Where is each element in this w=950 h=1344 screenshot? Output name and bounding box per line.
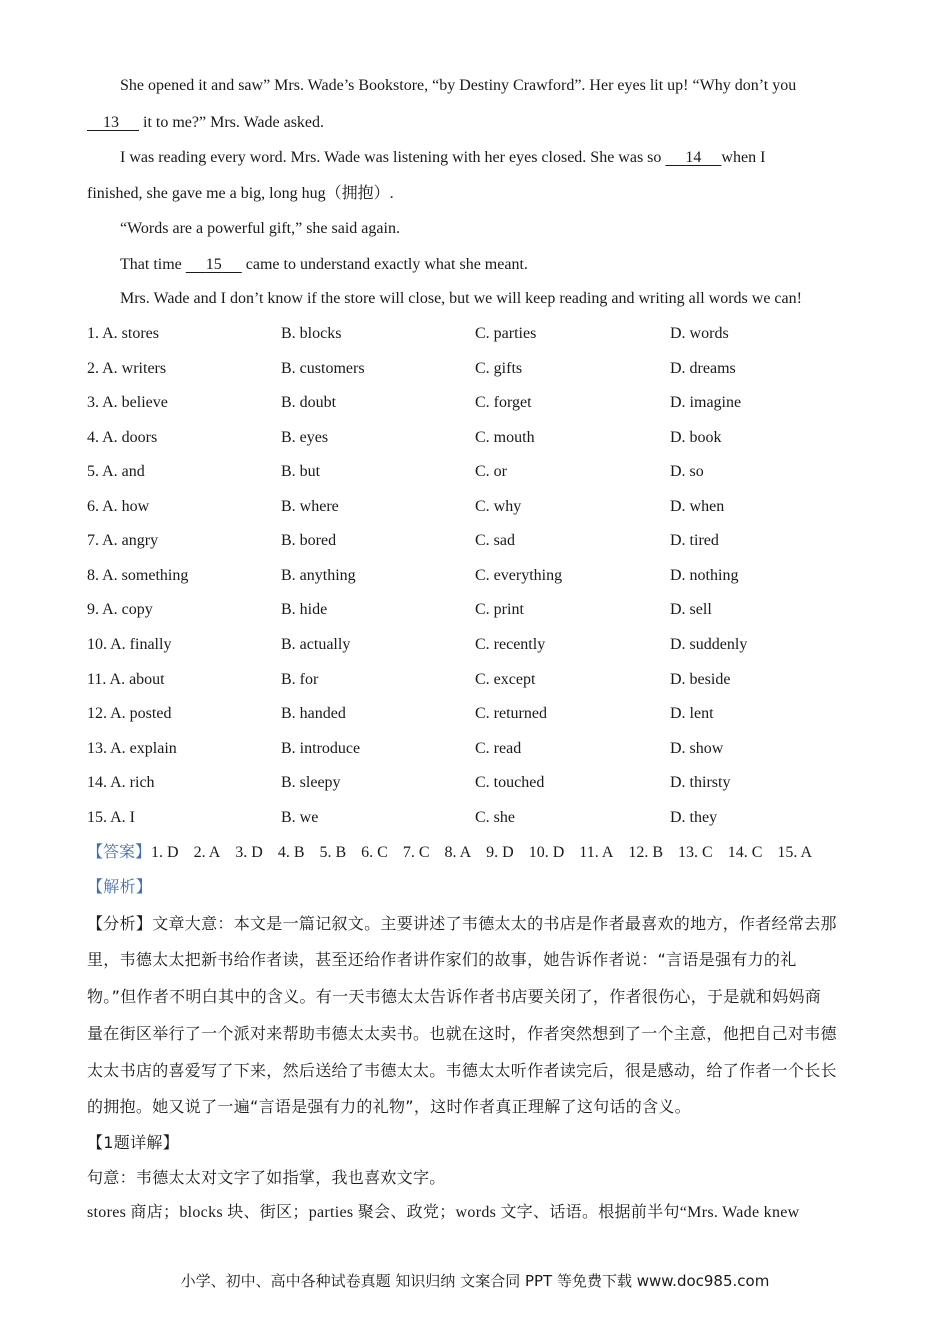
passage-line: That time 15 came to understand exactly what she meant. [120,256,528,273]
blank-14: 14 [685,149,702,166]
option-c: C. why [475,498,522,515]
option-a: 5. A. and [87,463,145,480]
option-a: 9. A. copy [87,601,153,618]
answer-tag: 【答案】 [87,842,152,861]
option-d: D. nothing [670,567,739,584]
question-row [0,359,950,379]
answer-item: 10. D [528,844,565,861]
answer-items [151,844,827,861]
option-a: 2. A. writers [87,360,167,377]
option-d: D. beside [670,671,731,688]
passage-line: 13 it to me?” Mrs. Wade asked. [87,113,324,133]
option-d: D. show [670,740,724,757]
option-b: B. but [281,463,321,480]
option-c: C. forget [475,394,532,411]
option-a: 4. A. doors [87,429,158,446]
analysis-summary-line: 太太书店的喜爱写了下来，然后送给了韦德太太。韦德太太听作者读完后，很是感动，给了作者一个长长 [87,1061,837,1080]
answer-item: 7. C [402,844,430,861]
option-d: D. they [670,809,718,826]
analysis-summary-line: 的拥抱。她又说了一遍“言语是强有力的礼物”，这时作者真正理解了这句话的含义。 [87,1097,691,1116]
option-c: C. touched [475,774,545,791]
passage-line: I was reading every word. Mrs. Wade was listening with her eyes closed. She was so 14 when I [120,149,766,166]
option-c: C. she [475,809,515,826]
option-c: C. print [475,601,524,618]
option-c: C. except [475,671,536,688]
question-row [0,670,950,690]
option-a: 12. A. posted [87,705,172,722]
question-row [0,428,950,448]
answer-item: 2. A [193,844,221,861]
answer-key [87,842,827,863]
option-b: B. customers [281,360,365,377]
answer-item: 9. D [486,844,514,861]
option-b: B. we [281,809,319,826]
option-b: B. anything [281,567,356,584]
option-c: C. mouth [475,429,535,446]
analysis-summary-line: 【分析】文章大意：本文是一篇记叙文。主要讲述了韦德太太的书店是作者最喜欢的地方，作者经常去那 [87,914,837,933]
question-row [0,600,950,620]
option-d: D. so [670,463,704,480]
passage-line: “Words are a powerful gift,” she said again. [120,220,400,237]
answer-item: 5. B [319,844,347,861]
option-c: C. returned [475,705,547,722]
passage-line: finished, she gave me a big, long hug（拥抱）. [87,185,394,202]
option-d: D. words [670,325,729,342]
detail-title: 【1题详解】 [87,1133,179,1152]
question-row [0,739,950,759]
option-c: C. everything [475,567,563,584]
answer-item: 3. D [235,844,263,861]
option-a: 6. A. how [87,498,150,515]
option-c: C. read [475,740,522,757]
option-c: C. parties [475,325,537,342]
analysis-summary-line: 物。”但作者不明白其中的含义。有一天韦德太太告诉作者书店要关闭了，作者很伤心，于是就和妈妈商 [87,987,822,1006]
question-row [0,531,950,551]
option-b: B. where [281,498,339,515]
option-a: 3. A. believe [87,394,168,411]
option-b: B. for [281,671,319,688]
analysis-summary-line: 里，韦德太太把新书给作者读，甚至还给作者讲作家们的故事，她告诉作者说：“言语是强有力的礼 [87,950,797,969]
answer-item: 8. A [444,844,472,861]
answer-item: 12. B [628,844,664,861]
option-d: D. thirsty [670,774,731,791]
option-a: 8. A. something [87,567,189,584]
answer-item: 15. A [777,844,813,861]
option-a: 11. A. about [87,671,165,688]
option-b: B. actually [281,636,351,653]
footer-text: 小学、初中、高中各种试卷真题 知识归纳 文案合同 PPT 等免费下载 www.doc985.com [180,1272,770,1290]
option-b: B. sleepy [281,774,341,791]
analysis-tag: 【解析】 [87,877,153,896]
option-d: D. imagine [670,394,742,411]
question-row [0,566,950,586]
option-d: D. when [670,498,725,515]
option-a: 7. A. angry [87,532,159,549]
passage-line: Mrs. Wade and I don’t know if the store will close, but we will keep reading and writing all words we can! [120,290,802,307]
answer-item: 1. D [151,844,179,861]
option-a: 14. A. rich [87,774,155,791]
blank-13: 13 [103,114,119,131]
question-row [0,324,950,344]
option-c: C. recently [475,636,546,653]
option-b: B. bored [281,532,337,549]
option-b: B. hide [281,601,328,618]
option-b: B. blocks [281,325,342,342]
option-c: C. sad [475,532,515,549]
question-row [0,462,950,482]
option-d: D. lent [670,705,714,722]
option-c: C. or [475,463,507,480]
analysis-summary-line: 量在街区举行了一个派对来帮助韦德太太卖书。也就在这时，作者突然想到了一个主意，他把自己对韦德 [87,1024,837,1043]
option-d: D. tired [670,532,719,549]
option-d: D. book [670,429,722,446]
answer-item: 6. C [361,844,388,861]
option-a: 10. A. finally [87,636,172,653]
blank-15: 15 [205,256,222,273]
option-d: D. dreams [670,360,736,377]
answer-item: 4. B [277,844,305,861]
question-row [0,635,950,655]
option-a: 13. A. explain [87,740,177,757]
answer-item: 14. C [727,844,763,861]
question-row [0,393,950,413]
answer-item: 11. A [579,844,614,861]
option-b: B. handed [281,705,346,722]
question-row [0,773,950,793]
detail-sentence: 句意：韦德太太对文字了如指掌，我也喜欢文字。 [87,1168,446,1187]
option-b: B. doubt [281,394,337,411]
option-d: D. sell [670,601,712,618]
option-b: B. introduce [281,740,361,757]
option-c: C. gifts [475,360,523,377]
option-b: B. eyes [281,429,329,446]
option-a: 15. A. I [87,809,135,826]
detail-words: stores 商店；blocks 块、街区；parties 聚会、政党；words 文字、话语。根据前半句“Mrs. Wade knew [87,1204,800,1221]
passage-line: She opened it and saw” Mrs. Wade’s Bookstore, “by Destiny Crawford”. Her eyes lit up! “Why don’t you [120,77,797,94]
question-row [0,497,950,517]
option-d: D. suddenly [670,636,748,653]
answer-item: 13. C [678,844,713,861]
question-row [0,808,950,828]
option-a: 1. A. stores [87,325,159,342]
question-row [0,704,950,724]
